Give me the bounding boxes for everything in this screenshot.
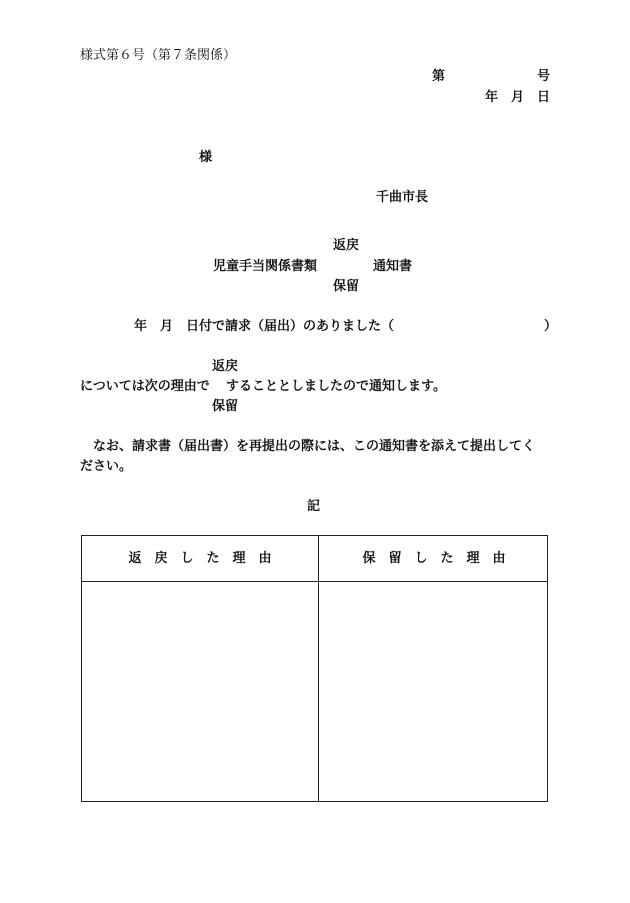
issue-date: 年 月 日 bbox=[485, 90, 551, 105]
return-reason-cell[interactable] bbox=[82, 582, 318, 801]
title-main: 児童手当関係書類 bbox=[213, 259, 318, 274]
request-paren-close: ） bbox=[544, 319, 558, 334]
body-option-return: 返戻 bbox=[212, 359, 239, 374]
title-option-hold: 保留 bbox=[333, 279, 360, 294]
document-number-suffix: 号 bbox=[537, 69, 551, 84]
form-number: 様式第６号（第７条関係） bbox=[80, 48, 237, 63]
ki-heading: 記 bbox=[307, 499, 321, 514]
header-hold-reason: 保留した理由 bbox=[362, 551, 519, 566]
document-number-prefix: 第 bbox=[432, 69, 446, 84]
title-option-return: 返戻 bbox=[333, 238, 360, 253]
request-date-line: 年 月 日付で請求（届出）のありました（ bbox=[134, 319, 395, 334]
title-suffix: 通知書 bbox=[373, 259, 413, 274]
sender-name: 千曲市長 bbox=[376, 190, 429, 205]
body-option-hold: 保留 bbox=[212, 399, 239, 414]
body-reason-text-a: については次の理由で bbox=[80, 379, 210, 394]
header-return-reason: 返戻した理由 bbox=[128, 551, 285, 566]
body-reason-text-b: することとしましたので通知します。 bbox=[226, 379, 446, 394]
resubmission-note-line2: ださい。 bbox=[80, 459, 133, 474]
recipient-honorific: 様 bbox=[199, 150, 213, 165]
reason-table bbox=[81, 535, 548, 802]
resubmission-note-line1: なお、請求書（届出書）を再提出の際には、この通知書を添えて提出してく bbox=[93, 439, 536, 454]
hold-reason-cell[interactable] bbox=[319, 582, 548, 801]
